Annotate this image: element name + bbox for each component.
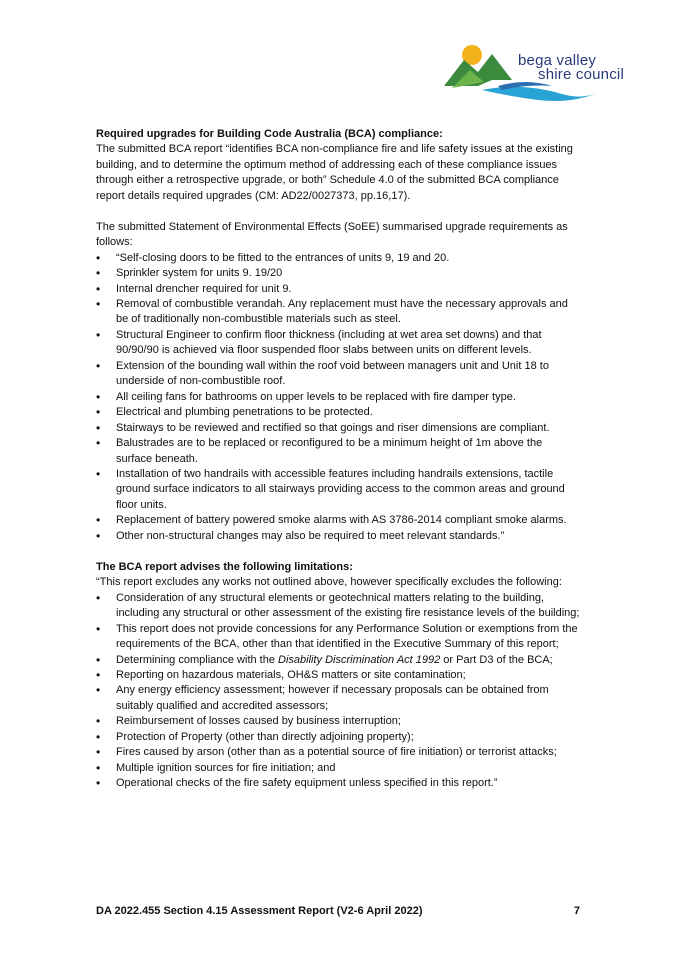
list-item: • Consideration of any structural elements or geotechnical matters relating to the building, including any structural or other assessment of the existing fire resistance levels of the building; (96, 591, 580, 622)
list-item: • Multiple ignition sources for fire initiation; and (96, 761, 580, 776)
list-item: • Extension of the bounding wall within the roof void between managers unit and Unit 18 to underside of non-combustible roof. (96, 359, 580, 390)
list-item: • All ceiling fans for bathrooms on upper levels to be replaced with fire damper type. (96, 390, 580, 405)
logo-text-line2: shire council (538, 66, 624, 83)
logo-text-line1: bega valley (518, 52, 597, 69)
list-item: • Stairways to be reviewed and rectified so that goings and riser dimensions are compliant. (96, 421, 580, 436)
page-footer (96, 905, 580, 917)
list-item: • Any energy efficiency assessment; however if necessary proposals can be obtained from suitably qualified and accredited assessors; (96, 683, 580, 714)
list-item: • Reimbursement of losses caused by business interruption; (96, 714, 580, 729)
list-item: • Reporting on hazardous materials, OH&S matters or site contamination; (96, 668, 580, 683)
list-item: • This report does not provide concessions for any Performance Solution or exemptions from the requirements of the BCA, other than that identified in the Executive Summary of this report; (96, 622, 580, 653)
list-item: • Replacement of battery powered smoke alarms with AS 3786-2014 compliant smoke alarms. (96, 513, 580, 528)
list-item: • Structural Engineer to confirm floor thickness (including at wet area set downs) and that 90/90/90 is achieved via floor suspended floor slabs between units on different levels. (96, 328, 580, 359)
list-item: • Balustrades are to be replaced or reconfigured to be a minimum height of 1m above the surface beneath. (96, 436, 580, 467)
dda-act-title: Disability Discrimination Act 1992 (278, 653, 441, 666)
dda-text-pre: Determining compliance with the (116, 653, 279, 666)
section-heading-limitations: The BCA report advises the following limitations: (96, 560, 353, 573)
list-item: • Internal drencher required for unit 9. (96, 282, 580, 297)
page-number: 7 (573, 905, 580, 917)
list-item: • Sprinkler system for units 9. 19/20 (96, 266, 580, 281)
paragraph-bca-report: The submitted BCA report “identifies BCA non-compliance fire and life safety issues at the existing building, and to determine the optimum method of addressing each of these compliance issues through either a retrospective upgrade, or both” Schedule 4.0 of the submitted BCA compliance report details required upgrades (CM: AD22/0027373, pp.16,17). (96, 143, 573, 202)
footer-document-title: DA 2022.455 Section 4.15 Assessment Report (V2-6 April 2022) (96, 905, 423, 917)
list-item: • “Self-closing doors to be fitted to the entrances of units 9, 19 and 20. (96, 251, 580, 266)
upgrade-requirements-list (96, 251, 580, 545)
list-item (96, 653, 580, 668)
dda-text-post: or Part D3 of the BCA; (440, 653, 553, 666)
limitations-list (96, 591, 580, 792)
document-body (96, 127, 580, 792)
list-item: • Other non-structural changes may also be required to meet relevant standards.” (96, 529, 580, 544)
section-heading-upgrades: Required upgrades for Building Code Australia (BCA) compliance: (96, 128, 443, 140)
list-item: • Removal of combustible verandah. Any replacement must have the necessary approvals and be of traditionally non-combustible materials such as steel. (96, 297, 580, 328)
list-item: • Electrical and plumbing penetrations to be protected. (96, 405, 580, 420)
list-item: • Fires caused by arson (other than as a potential source of fire initiation) or terrorist attacks; (96, 745, 580, 760)
list-item: • Installation of two handrails with accessible features including handrails extensions, tactile ground surface indicators to all stairways providing access to the common areas and ground floor units. (96, 467, 580, 513)
list-item: • Protection of Property (other than directly adjoining property); (96, 730, 580, 745)
paragraph-limitations-intro: “This report excludes any works not outlined above, however specifically excludes the following: (96, 576, 562, 589)
list-item: • Operational checks of the fire safety equipment unless specified in this report.” (96, 776, 580, 791)
paragraph-soee-intro: The submitted Statement of Environmental Effects (SoEE) summarised upgrade requirements as follows: (96, 220, 568, 249)
